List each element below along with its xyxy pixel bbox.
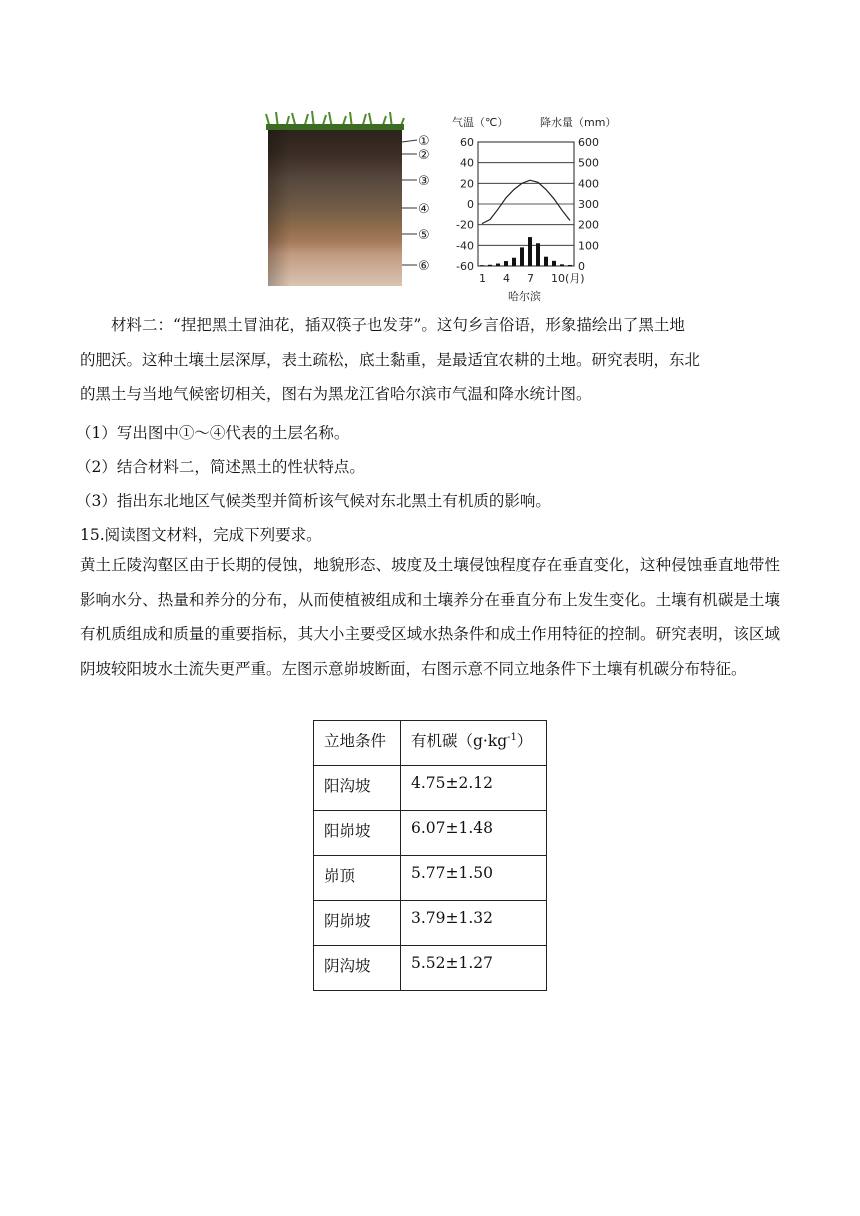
- station-label: 哈尔滨: [508, 290, 541, 303]
- precip-bar: [552, 261, 556, 266]
- x-tick-label: 10(月): [551, 272, 585, 285]
- left-tick-label: -20: [456, 218, 474, 232]
- table-cell-site: 阳峁坡: [314, 811, 401, 856]
- table-cell-value: 5.52±1.27: [401, 946, 547, 991]
- left-tick-label: 60: [460, 136, 474, 149]
- precip-bar: [520, 247, 524, 266]
- left-tick-label: 20: [460, 177, 474, 191]
- soil-label-1: ①: [418, 134, 430, 149]
- table-cell-value: 6.07±1.48: [401, 811, 547, 856]
- table-header-row: [314, 721, 547, 766]
- material2-line3: 的黑土与当地气候密切相关，图右为黑龙江省哈尔滨市气温和降水统计图。: [80, 385, 592, 403]
- right-tick-label: 400: [578, 177, 599, 191]
- precip-bar: [544, 257, 548, 266]
- chart-grid: [478, 142, 574, 266]
- table-row: [314, 811, 547, 856]
- table-cell-site: 峁顶: [314, 856, 401, 901]
- precip-bar: [568, 265, 572, 266]
- x-tick-label: 1: [479, 272, 486, 285]
- soil-label-5: ⑤: [418, 228, 430, 243]
- temperature-line: [482, 180, 570, 223]
- precip-bar: [480, 265, 484, 266]
- right-axis-title: 降水量（mm）: [540, 116, 617, 129]
- x-tick-label: 7: [527, 272, 534, 285]
- left-tick-label: 40: [460, 156, 474, 170]
- table-cell-value: 4.75±2.12: [401, 766, 547, 811]
- soil-label-4: ④: [418, 202, 430, 217]
- question-2: （2）结合材料二，简述黑土的性状特点。: [76, 458, 365, 476]
- soil-label-2: ②: [418, 148, 430, 163]
- question-15-body: 黄土丘陵沟壑区由于长期的侵蚀，地貌形态、坡度及土壤侵蚀程度存在垂直变化，这种侵蚀垂直地带性影响水分、热量和养分的分布，从而使植被组成和土壤养分在垂直分布上发生变化。土壤有机碳是土壤有机质组成和质量的重要指标，其大小主要受区域水热条件和成土作用特征的控制。研究表明，该区域阴坡较阳坡水土流失更严重。左图示意峁坡断面，右图示意不同立地条件下土壤有机碳分布特征。: [80, 556, 780, 678]
- table-cell-site: 阳沟坡: [314, 766, 401, 811]
- organic-carbon-table: [313, 720, 547, 991]
- material2-line1: 材料二：“捏把黑土冒油花，插双筷子也发芽”。这句乡言俗语，形象描绘出了黑土地: [111, 316, 685, 334]
- figure: [262, 110, 622, 305]
- table-row: [314, 766, 547, 811]
- right-tick-label: 0: [578, 260, 585, 273]
- soil-label-3: ③: [418, 174, 430, 189]
- question-3: （3）指出东北地区气候类型并简析该气候对东北黑土有机质的影响。: [76, 492, 551, 510]
- left-axis-title: 气温（℃）: [452, 116, 509, 129]
- table-cell-value: 3.79±1.32: [401, 901, 547, 946]
- soil-label-6: ⑥: [418, 259, 430, 274]
- right-tick-label: 300: [578, 198, 599, 211]
- precip-bar: [496, 264, 500, 266]
- right-tick-label: 500: [578, 156, 599, 170]
- table-header-carbon: 有机碳$(g\cdot kg^{-1})$: [401, 721, 547, 766]
- left-tick-label: -60: [456, 260, 474, 273]
- precip-bar: [504, 261, 508, 266]
- table-cell-value: 5.77±1.50: [401, 856, 547, 901]
- question-15-title: 15.阅读图文材料，完成下列要求。: [80, 526, 322, 544]
- precip-bar: [512, 258, 516, 266]
- table-cell-site: 阴峁坡: [314, 901, 401, 946]
- precip-bar: [488, 265, 492, 266]
- left-tick-label: 0: [467, 198, 474, 211]
- left-tick-label: -40: [456, 239, 474, 253]
- right-tick-label: 600: [578, 136, 599, 149]
- table-cell-site: 阴沟坡: [314, 946, 401, 991]
- table-header-site: 立地条件: [314, 721, 401, 766]
- table-row: [314, 946, 547, 991]
- material2-line2: 的肥沃。这种土壤土层深厚，表土疏松，底土黏重，是最适宜农耕的土地。研究表明，东北: [80, 351, 701, 369]
- climate-chart: [448, 110, 622, 305]
- question-1: （1）写出图中①～④代表的土层名称。: [76, 424, 350, 442]
- right-tick-label: 200: [578, 218, 599, 232]
- soil-profile-image: [262, 110, 452, 290]
- precip-bar: [560, 264, 564, 266]
- precip-bar: [536, 243, 540, 266]
- table-row: [314, 856, 547, 901]
- precip-bar: [528, 237, 532, 266]
- right-tick-label: 100: [578, 239, 599, 253]
- table-row: [314, 901, 547, 946]
- x-tick-label: 4: [503, 272, 510, 285]
